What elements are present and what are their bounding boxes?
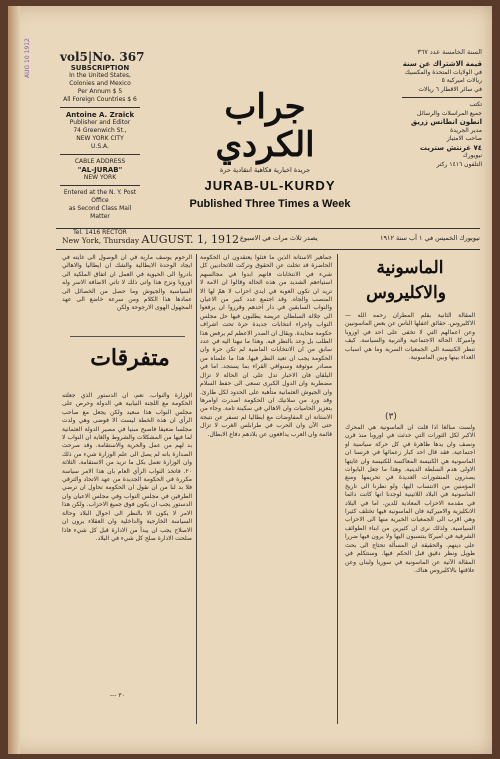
subscription-price: Per Annum $ 5 [77,88,123,95]
dateline-frequency-ar: يصدر ثلاث مرات في الاسبوع [240,234,318,242]
editor-name: Antoine A. Zraick [65,111,135,119]
page-fold-edge [8,6,20,754]
subscription-line: Colonies and Mexico [69,80,131,87]
section-heading-miscellany: متفرقات [90,345,170,371]
divider [402,97,482,98]
divider [60,154,140,155]
article-col3-body: ولست مبالغا اذا قلت ان الماسونية هي المحرك الاكبر لكل الثورات التي حدثت في اوروبا منذ قرن ونصف وان يدها ظاهرة في كل حركة سياسية او اجتماعية. فقد قال احد كبار زعمائها في فرنسا ان الماسونية هي الكنيسة المعاكسة للكنيسة وان غايتها الاولى هدم السلطة الدينية. وهذا ما جعل البابوات يصدرون المنشورات العديدة في تحريمها ومنع المؤمنين من الانتساب اليها. ولو نظرنا الى تاريخ الماسونية في البلاد اللاتينية لوجدنا انها كانت دائما في مقدمة الاحزاب المعادية للدين. اما في البلاد الانكليزية والاميركية فان الماسونية فيها تختلف كثيرا وهي اقرب الى الجمعيات الخيرية منها الى الاحزاب السياسية. ولذلك نرى ان كثيرين من ابناء الطوائف الشرقية في اميركا ينتسبون اليها ولا يرون فيها ضررا على دينهم. والحقيقة ان المسألة تحتاج الى بحث طويل ونظر دقيق قبل الحكم فيها. وسنتكلم في المقالة الآتية عن الماسونية في سوريا ولبنان وعن علاقتها بالاكليروس هناك. [345,424,475,574]
newspaper-tagline: Published Three Times a Week [189,198,351,210]
cable-address: "AL-JURAB" [77,166,123,174]
column-rule [337,254,338,724]
address-line: U.S.A. [91,143,109,150]
subscription-line-ar: في سائر الاقطار ٦ ريالات [418,85,482,93]
subscription-box [60,64,140,237]
article-col3-intro: المقالة الثانية بقلم المطران رحمه الله — الاكليروس. حقائق اغفلها الناس عن بعض الماسونيين وعن اعمالهم التي لا تخفى على احد في اوروبا واميركا. الحالة الاجتماعية والتربية والسياسة. كيف تنظر الكنيسة الى الجمعيات السرية وما هي اسباب العداء بينها وبين الماسونية. [345,312,475,362]
divider [70,336,185,337]
subscription-box-ar [402,60,482,169]
newspaper-title: JURAB-UL-KURDY [204,178,336,193]
divider [60,107,140,108]
dateline-en [62,233,239,246]
library-stamp: AUG 10 1912 [24,38,31,78]
divider [60,185,140,186]
city-ar: نيويورك [462,152,482,159]
address-line: NEW YORK CITY [76,135,124,142]
subscription-line-ar: ريالات اميركية ٥ [441,77,482,84]
column-rule [196,254,197,724]
footer-mark: --- ٣٠ [110,692,125,699]
dateline-rule-top [56,228,480,229]
article-col1-top: الرحوم يوسف مارية في ان الوصول الى غايته في ايجاد الوحدة الايطالية والشك ان ايطاليا والاهالي بادروا الى الحيوية في العمل ان اتفاق الملكية الى اوروبا ونزح هذا واتى ذلك لا تاتي الاضافة الاسر وله السياسية والجيوش وما حصل من الخصائل الى عمادها هذا الكلام ومن سرعة خاضع الى عهد المجهول الهوى الارجوحة ولكن [62,254,192,312]
dateline-date: AUGUST. 1, 1912 [141,233,240,246]
article-heading-freemasonry: الماسونية [376,258,444,278]
dateline-rule-bottom [56,249,480,250]
subscription-line: In the United States, [69,72,131,79]
subscription-line-ar: جميع المراسلات والرسائل [417,109,482,117]
cable-label: CABLE ADDRESS [74,158,126,165]
telephone: Tel. 1416 RECTOR [73,229,127,236]
editor-role: Publisher and Editor [69,119,131,126]
editor-name-ar: انطون انطانس زريق [410,118,482,126]
subscription-title: SUBSCRIPTION [70,64,130,72]
article-col1-body: الوزارة والنواب. نعم، ان الدستور الذي جعلته الحكومة مع اللجنة النيابية هي الدولة وحرص على مجلس النواب هذا سعيد ولكن يجعل مع صاحب الرأي ان هذه الخطة ليست الا فوضى وهي ولدت مجلسا ضعيفا فاصبح مبنيا في مصير الدولة العثمانية لما فيها من المشكلات والشروط والغاية ان النواب لا بد لهم من عمل والحرية والاستقامة. وقد صرحت الصدارة بانه لم يصل الى علم الوزارة شيء من ذلك وان الوزارة تعمل بكل ما تريد من الاستقامة. الثلاثة ٢٠. فاتخذ النواب الرأي العام بان هذا الامر سياسة مكررة في الحكومة الجديدة من عهد الاتحاد والترقي فلا بد لنا من ان نقول ان الحكومة تحاول ان ترضي الطرفين في مجلس النواب وفي مجلس الاعيان وان الدستور يجب ان يكون فوق جميع الاحزاب. ولكن هذا الامر لا يكون الا بالنظر الى احوال البلاد وحالة السياسة الخارجية والداخلية وان العقلاء يرون ان الاصلاح يجب ان يبدأ من الادارة قبل كل شيء فاذا صلحت الادارة صلح كل شيء في البلاد. [62,392,192,542]
editor-role-ar: مدير الجريدة [450,126,482,134]
subscription-title-ar: قيمة الاشتراك عن سنة [402,60,482,68]
article-part-number: (٣) [385,412,397,422]
subscription-line-ar: في الولايات المتحدة والمكسيك [404,68,482,76]
article-heading-clergy: والاكليروس [366,283,446,303]
owner-ar: صاحب الامتياز [446,135,482,142]
subscription-foreign: All Foreign Countries $ 6 [63,96,137,103]
masthead-subtitle-ar: جريدة اخبارية فكاهية انتقادية حرة [219,166,311,174]
address-ar: ٧٤ غرنتش ستريت [419,143,482,152]
masthead [170,88,360,174]
entered-note: Entered at the N. Y. Post Office [63,189,137,204]
telephone-ar: التلفون ١٤١٦ ركتر [436,160,482,168]
subscription-line-ar: تكتب [469,101,482,108]
dateline-ar: نيويورك الخميس في ١ آب سنة ١٩١٢ [379,234,480,242]
entered-note: as Second Class Mail Matter [68,205,132,220]
issue-number-ar: السنة الخامسة عدد ٣٦٧ [417,48,482,56]
article-col2-body: جماهير الاستانة الذين ما فتئوا يعتقدون ان الحكومة الحاضرة قد تخلت عن الحقوق وتركت للاتحاديين كل شيء في الانتخابات فانهم ابدوا في مجالسهم استياءهم الشديد من هذه الحالة وقالوا ان الامة لا تريد ان تكون العوبة في ايدي احزاب لا همّ لها الا المنصب والجاه. وقد اجتمع عدد كبير من الاعيان والنواب السابقين في دار احدهم وقرروا ان يرفعوا الى جلالة السلطان عريضة يطلبون فيها حل مجلس النواب واجراء انتخابات جديدة حرة تحت اشراف حكومة محايدة. ويقال ان الصدر الاعظم لم يرفض هذا الطلب بل وعد بالنظر فيه. وهذا ما نبهنا اليه في عدد سابق من ان الانتخابات الماضية لم تكن حرة وان الحكومة يجب ان تعيد النظر فيها. هذا ما علمناه من مصادر موثوقة وسنوافي القراء بما يستجد. اما في البلقان فان الاخبار تدل على ان الحالة لا تزال مضطربة وان الدول الكبرى تسعى الى حفظ السلام وان الجيوش العثمانية متأهبة على الحدود لكل طارئ. وقد ورد من سلانيك ان الحكومة اصدرت اوامرها بتعزيز الحاميات وان الاهالي في سكينة تامة. وجاء من الاستانة ان المفاوضات مع ايطاليا لم تسفر عن نتيجة حتى الآن وان الحرب في طرابلس الغرب لا تزال قائمة وان العرب يدافعون عن بلادهم دفاع الابطال. [200,254,332,438]
dateline-place: New York, Thursday [62,236,140,245]
masthead-logo-ar: جراب الكردي [215,87,315,165]
address-line: 74 Greenwich St., [73,127,127,134]
cable-city: NEW YORK [83,174,117,181]
volume-number: vol5|No. 367 [60,50,145,64]
